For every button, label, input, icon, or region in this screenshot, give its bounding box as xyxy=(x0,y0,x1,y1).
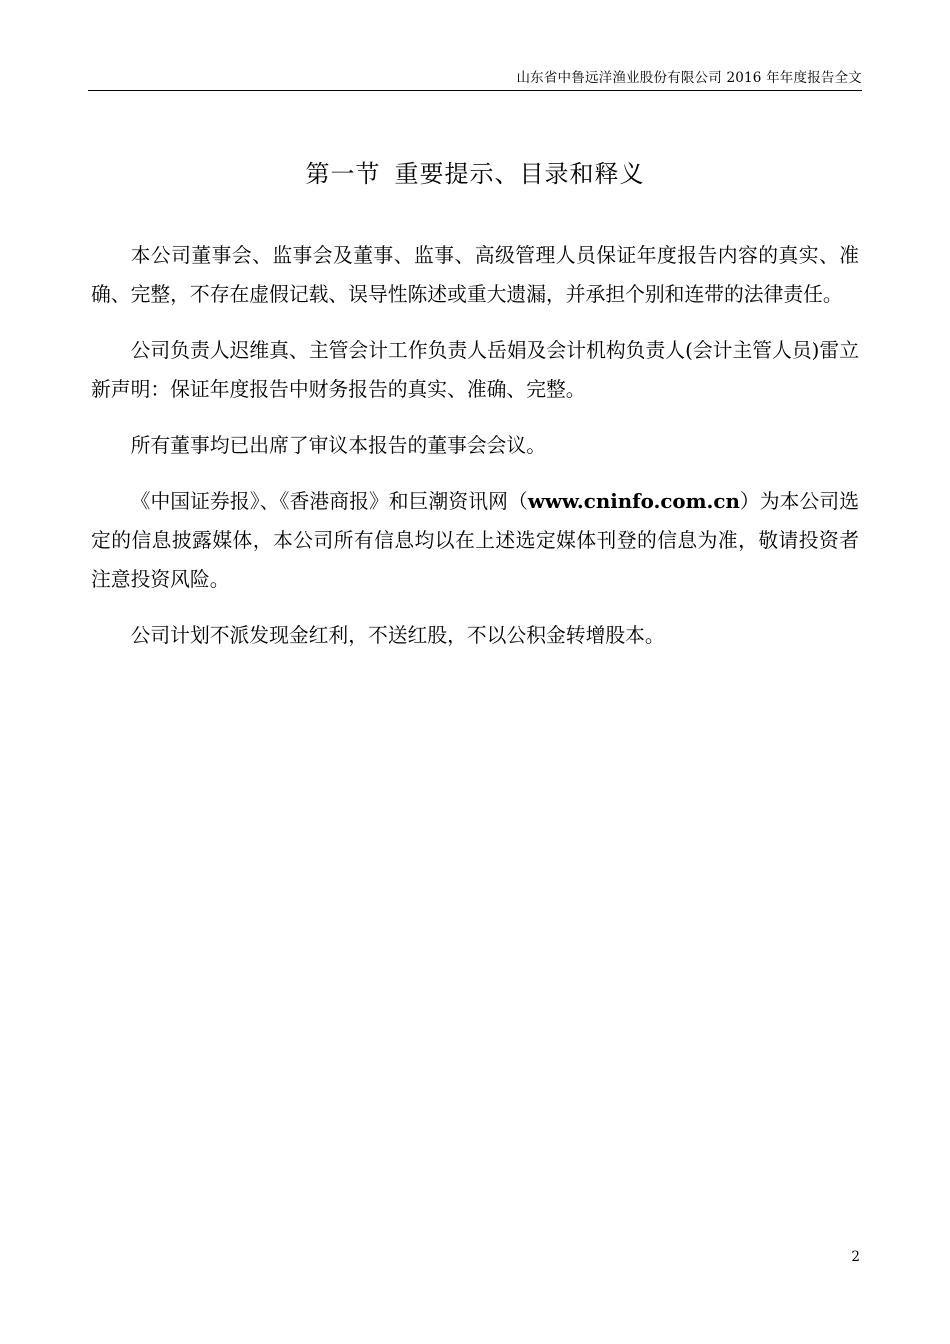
paragraph-responsible-persons-statement: 公司负责人迟维真、主管会计工作负责人岳娟及会计机构负责人(会计主管人员)雷立新声明：保证年度报告中财务报告的真实、准确、完整。 xyxy=(91,339,859,401)
page-header xyxy=(88,64,862,91)
media-disclosure-text: ）为本公司选定的信息披露媒体，本公司所有信息均以在上述选定媒体刊登的信息为准，敬请投资者注意投资风险。 xyxy=(91,490,859,591)
section-number: 第一节 xyxy=(305,160,381,188)
section-title xyxy=(88,154,862,189)
paragraph-dividend-plan: 公司计划不派发现金红利，不送红股，不以公积金转增股本。 xyxy=(130,624,665,647)
paragraph-board-guarantee: 本公司董事会、监事会及董事、监事、高级管理人员保证年度报告内容的真实、准确、完整，不存在虚假记载、误导性陈述或重大遗漏，并承担个别和连带的法律责任。 xyxy=(91,244,859,306)
page-number: 2 xyxy=(851,1249,860,1265)
header-company-report-title: 山东省中鲁远洋渔业股份有限公司 2016 年年度报告全文 xyxy=(516,70,862,86)
important-notice-body xyxy=(91,236,859,672)
paragraph-disclosure-media xyxy=(91,482,859,599)
media-names-text: 《中国证券报》、《香港商报》和巨潮资讯网（ xyxy=(130,490,528,513)
cninfo-url: www.cninfo.com.cn xyxy=(527,489,740,513)
paragraph-directors-attendance: 所有董事均已出席了审议本报告的董事会会议。 xyxy=(130,434,547,457)
section-title-text: 重要提示、目录和释义 xyxy=(394,160,645,188)
